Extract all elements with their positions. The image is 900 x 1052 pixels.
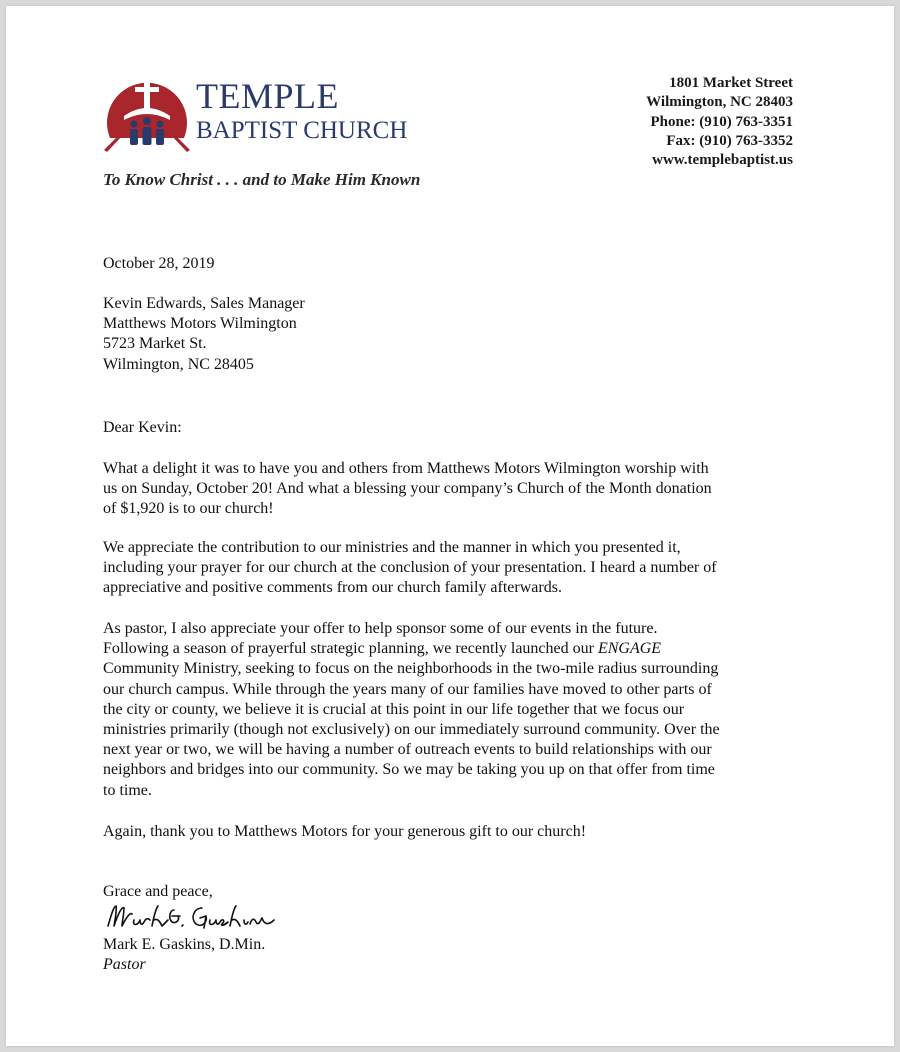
letter-date: October 28, 2019: [103, 255, 215, 272]
paragraph-line: Community Ministry, seeking to focus on the neighborhoods in the two-mile radius surrounding: [103, 660, 719, 678]
church-name-baptist-church: BAPTIST CHURCH: [196, 117, 408, 144]
church-logo-icon: [104, 72, 190, 154]
paragraph-line: us on Sunday, October 20! And what a blessing your company’s Church of the Month donation: [103, 480, 712, 498]
contact-address: 1801 Market Street: [669, 75, 793, 91]
paragraph-line: our church campus. While through the years many of our families have moved to other parts of: [103, 680, 712, 698]
paragraph-line: including your prayer for our church at the conclusion of your presentation. I heard a number of: [103, 559, 717, 577]
paragraph-text: Following a season of prayerful strategic planning, we recently launched our: [103, 640, 598, 658]
contact-city: Wilmington, NC 28403: [646, 94, 793, 111]
letter-closing: Grace and peace,: [103, 883, 213, 900]
paragraph-line: next year or two, we will be having a number of outreach events to build relationships with our: [103, 741, 712, 759]
church-tagline: To Know Christ . . . and to Make Him Known: [103, 170, 421, 189]
paragraph-line: to time.: [103, 781, 152, 799]
paragraph-line: appreciative and positive comments from our church family afterwards.: [103, 579, 562, 597]
paragraph-line: [103, 639, 803, 659]
paragraph-2: [103, 538, 803, 599]
paragraph-1: [103, 459, 803, 520]
contact-phone: Phone: (910) 763-3351: [650, 113, 793, 130]
recipient-line: Wilmington, NC 28405: [103, 355, 254, 373]
paragraph-line: As pastor, I also appreciate your offer to help sponsor some of our events in the future.: [103, 620, 658, 637]
recipient-line: Kevin Edwards, Sales Manager: [103, 295, 305, 312]
church-name-temple: TEMPLE: [196, 76, 339, 116]
recipient-block: [103, 294, 803, 375]
paragraph-line: We appreciate the contribution to our ministries and the manner in which you presented it,: [103, 539, 681, 556]
recipient-line: 5723 Market St.: [103, 335, 207, 353]
paragraph-line: neighbors and bridges into our community. So we may be taking you up on that offer from time: [103, 761, 715, 779]
handwritten-signature: [104, 900, 284, 932]
recipient-line: Matthews Motors Wilmington: [103, 315, 297, 333]
paragraph-line: ministries primarily (though not exclusively) on our immediately surround community. Over the: [103, 721, 720, 739]
paragraph-3: [103, 619, 803, 801]
signer-title: Pastor: [103, 956, 146, 973]
contact-fax: Fax: (910) 763-3352: [666, 132, 793, 149]
signer-name: Mark E. Gaskins, D.Min.: [103, 936, 266, 953]
paragraph-4: Again, thank you to Matthews Motors for your generous gift to our church!: [103, 823, 587, 840]
contact-website: www.templebaptist.us: [652, 152, 793, 169]
letter-page: [6, 6, 894, 1046]
paragraph-line: of $1,920 is to our church!: [103, 500, 274, 518]
paragraph-line: the city or county, we believe it is crucial at this point in our life together that we focus our: [103, 700, 685, 718]
contact-block: [646, 74, 793, 170]
paragraph-line: What a delight it was to have you and others from Matthews Motors Wilmington worship with: [103, 460, 709, 477]
letter-greeting: Dear Kevin:: [103, 419, 182, 436]
engage-emphasis: ENGAGE: [597, 640, 662, 658]
